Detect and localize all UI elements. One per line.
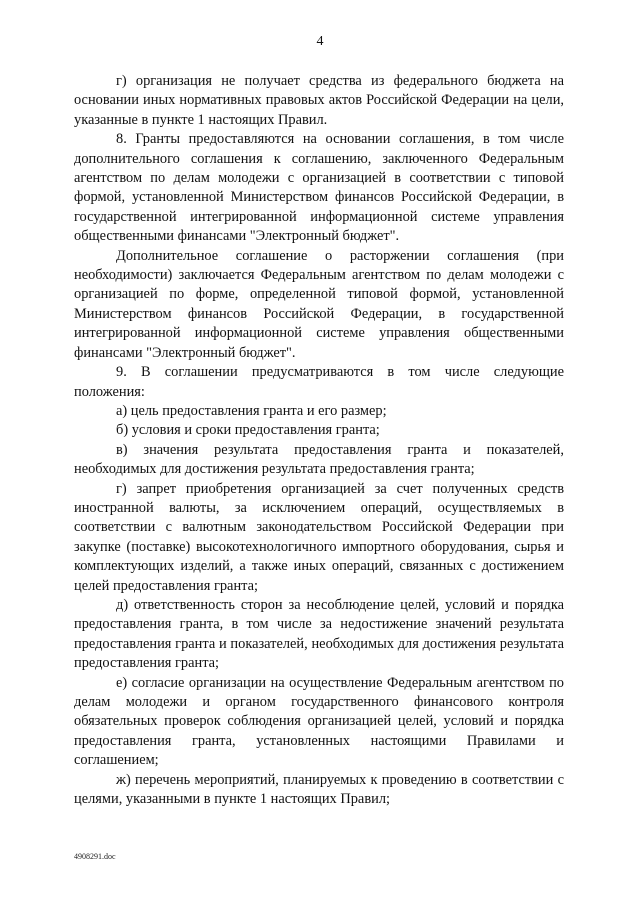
paragraph-9-provisions: 9. В соглашении предусматриваются в том числе следующие положения: [74,364,564,400]
list-item-v: в) значения результата предоставления гранта и показателей, необходимых для достижения результата предоставления гранта; [74,441,564,478]
page-number: 4 [316,34,324,49]
paragraph-additional-agreement: Дополнительное соглашение о расторжении соглашения (при необходимости) заключается Федеральным агентством по делам молодежи с организацией по форме, определенной типовой формой, установленной Министерством финансов Российской Федерации, в государственной интегрированной информационной системе управления общественными финансами "Электронный бюджет". [74,247,564,361]
paragraph-8-grants: 8. Гранты предоставляются на основании соглашения, в том числе дополнительного соглашения к соглашению, заключенного Федеральным агентством по делам молодежи с организацией в соответствии с типовой формой, установленной Министерством финансов Российской Федерации, в государственной интегрированной информационной системе управления общественными финансами "Электронный бюджет". [74,131,564,245]
list-item-a: а) цель предоставления гранта и его размер; [116,402,387,419]
list-item-b: б) условия и сроки предоставления гранта; [116,422,380,439]
document-body [74,72,564,809]
paragraph-g-funding: г) организация не получает средства из федерального бюджета на основании иных нормативных правовых актов Российской Федерации на цели, указанные в пункте 1 настоящих Правил. [74,73,564,128]
document-file-id: 4908291.doc [74,852,116,861]
list-item-g: г) запрет приобретения организацией за счет полученных средств иностранной валюты, за исключением операций, осуществляемых в соответствии с валютным законодательством Российской Федерации при закупке (поставке) высокотехнологичного импортного оборудования, сырья и комплектующих изделий, а также иных операций, связанных с достижением целей предоставления гранта; [74,480,564,594]
list-item-d: д) ответственность сторон за несоблюдение целей, условий и порядка предоставления гранта, в том числе за недостижение значений результата предоставления гранта и показателей, необходимых для достижения результата предоставления гранта; [74,596,564,672]
list-item-e: е) согласие организации на осуществление Федеральным агентством по делам молодежи и органом государственного финансового контроля обязательных проверок соблюдения организацией целей, условий и порядка предоставления гранта, установленных настоящими Правилами и соглашением; [74,674,564,769]
list-item-zh: ж) перечень мероприятий, планируемых к проведению в соответствии с целями, указанными в пункте 1 настоящих Правил; [74,771,564,808]
